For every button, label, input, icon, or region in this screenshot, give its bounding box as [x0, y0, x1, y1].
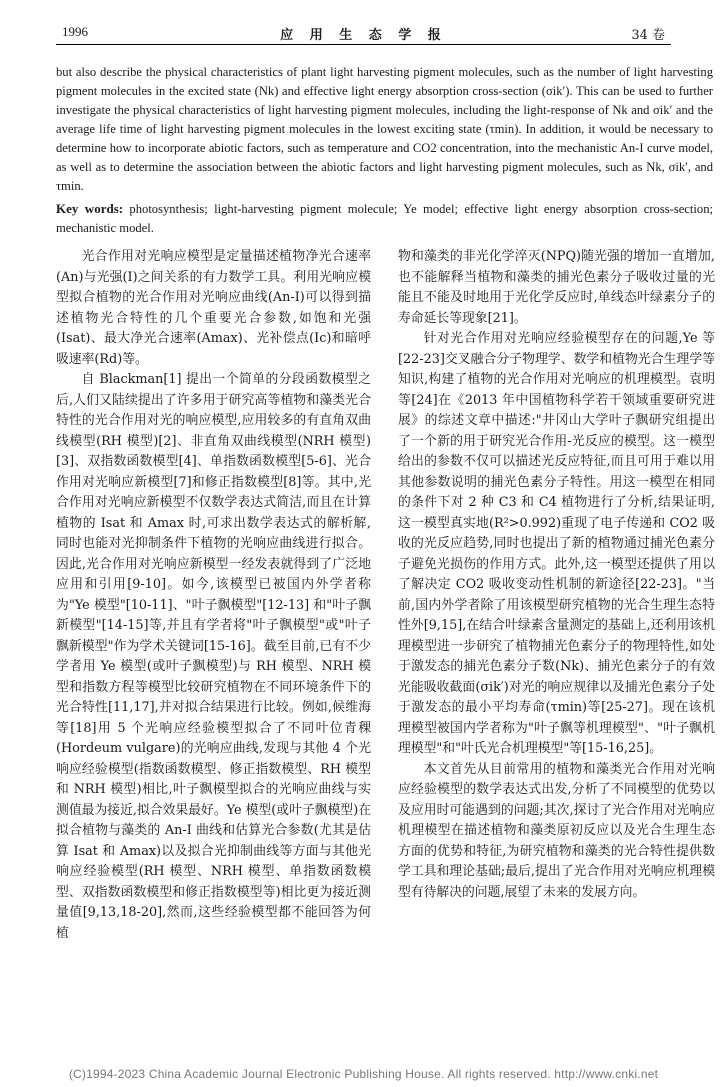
keywords-label: Key words:: [56, 201, 124, 216]
paragraph: 自 Blackman[1] 提出一个简单的分段函数模型之后,人们又陆续提出了许多用于研究高等植物和藻类光合特性的光合作用对光的响应模型,应用较多的有直角双曲线模型(RH 模型)[2]、非直角双曲线模型(NRH 模型)[3]、双指数函数模型[4]、单指数函数模型[5-6]、光合作用对光响应新模型[7]和修正指数模型[8]等。其中,光合作用对光响应新模型不仅数学表达式简洁,而且在计算植物的 Isat 和 Amax 时,可求出数学表达式的解析解,同时也能对光抑制条件下植物的光响应曲线进行拟合。因此,光合作用对光响应新模型一经发表就得到了广泛地应用和引用[9-10]。如今,该模型已被国内外学者称为"Ye 模型"[10-11]、"叶子飘模型"[12-13] 和"叶子飘新模型"[14-15]等,并且有学者将"叶子飘模型"或"叶子飘新模型"作为学术关键词[15-16]。截至目前,已有不少学者用 Ye 模型(或叶子飘模型)与 RH 模型、NRH 模型和指数方程等模型比较研究植物在不同环境条件下的光合特性[11,17],并对拟合结果进行比较。例如,候维海等[18]用 5 个光响应经验模型拟合了不同叶位青稞(Hordeum vulgare)的光响应曲线,发现与其他 4 个光响应经验模型(指数函数模型、修正指数模型、RH 模型和 NRH 模型)相比,叶子飘模型拟合的光响应曲线与实测值最为接近,拟合效果最好。Ye 模型(或叶子飘模型)在拟合植物与藻类的 An-I 曲线和估算光合参数(尤其是估算 Isat 和 Amax)以及拟合光抑制曲线等方面与其他光响应经验模型(RH 模型、NRH 模型、单指数函数模型、双指数函数模型和修正指数模型等)相比更为接近测量值[9,13,18-20],然而,这些经验模型都不能回答为何植: [56, 372, 371, 941]
paragraph: 针对光合作用对光响应经验模型存在的问题,Ye 等[22-23]交叉融合分子物理学、数学和植物光合生理学等知识,构建了植物的光合作用对光响应的机理模型。袁明等[24]在《2013 年中国植物科学若干领域重要研究进展》的综述文章中描述:"井冈山大学叶子飘研究组提出了一个新的用于研究光合作用-光反应的模型。这一模型给出的参数不仅可以描述光反应特征,而且可用于难以用其他参数说明的捕光色素分子特性。用这一模型在相同的条件下对 2 种 C3 和 C4 植物进行了分析,结果证明,这一模型真实地(R²>0.992)重现了电子传递和 CO2 吸收的光反应趋势,同时也提出了新的植物通过捕光色素分子避免光损伤的作用方式。此外,这一模型还提供了用以了解决定 CO2 吸收变动性机制的新途径[22-23]。"当前,国内外学者除了用该模型研究植物的光合生理生态特性外[9,15],在结合叶绿素含量测定的基础上,还利用该机理模型进一步研究了植物捕光色素分子的物理特性,如处于激发态的捕光色素分子数(Nk)、捕光色素分子的有效光能吸收截面(σik′)对光的响应规律以及捕光色素分子处于激发态的最小平均寿命(τmin)等[25-27]。现在该机理模型被国内学者称为"叶子飘等机理模型"、"叶子飘机理模型"和"叶氏光合机理模型"等[15-16,25]。: [398, 331, 715, 756]
paragraph: 物和藻类的非光化学淬灭(NPQ)随光强的增加一直增加,也不能解释当植物和藻类的捕光色素分子吸收过量的光能且不能及时地用于光化学反应时,单线态叶绿素分子的寿命延长等现象[21]。: [398, 249, 715, 326]
abstract-text: but also describe the physical characteristics of plant light harvesting pigment molecules, such as the number of light harvesting pigment molecules in the excited state (Nk) and effective light energy absorption cross-section (σik′). This can be used to further investigate the physical characteristics of light harvesting pigment molecules, including the light-response of Nk and σik′ and the average life time of light harvesting pigment molecules in the lowest exciting state (τmin). In addition, it would be necessary to determine how to incorporate abiotic factors, such as temperature and CO2 concentration, into the mechanistic An-I curve model, as well as to determine the association between the abiotic factors and light harvesting pigment molecules, such as Nk, σik′, and τmin.: [56, 65, 713, 193]
journal-title: 应 用 生 态 学 报: [280, 28, 447, 43]
page-number: 1996: [62, 24, 88, 39]
paragraph: 本文首先从目前常用的植物和藻类光合作用对光响应经验模型的数学表达式出发,分析了不同模型的优势以及应用时可能遇到的问题;其次,探讨了光合作用对光响应机理模型在描述植物和藻类原初反应以及光合生理生态方面的优势和特征,为研究植物和藻类的光合特性提供数学工具和理论基础;最后,提出了光合作用对光响应机理模型有待解决的问题,展望了未来的发展方向。: [398, 761, 715, 900]
english-abstract: [56, 63, 713, 238]
keywords-text: photosynthesis; light-harvesting pigment molecule; Ye model; effective light energy absorption cross-section; mechanistic model.: [56, 202, 713, 235]
copyright-footer: (C)1994-2023 China Academic Journal Electronic Publishing House. All rights reserved. http://www.cnki.net: [68, 1067, 659, 1081]
paragraph: 光合作用对光响应模型是定量描述植物净光合速率(An)与光强(I)之间关系的有力数学工具。利用光响应模型拟合植物的光合作用对光响应曲线(An-I)可以得到描述植物光合特性的几个重要光合参数,如饱和光强(Isat)、最大净光合速率(Amax)、光补偿点(Ic)和暗呼吸速率(Rd)等。: [56, 249, 371, 367]
left-column: [56, 247, 371, 944]
volume-label: 34 卷: [631, 28, 665, 43]
right-column: [398, 247, 715, 903]
running-header: [56, 22, 671, 45]
keywords-line: [56, 199, 713, 238]
